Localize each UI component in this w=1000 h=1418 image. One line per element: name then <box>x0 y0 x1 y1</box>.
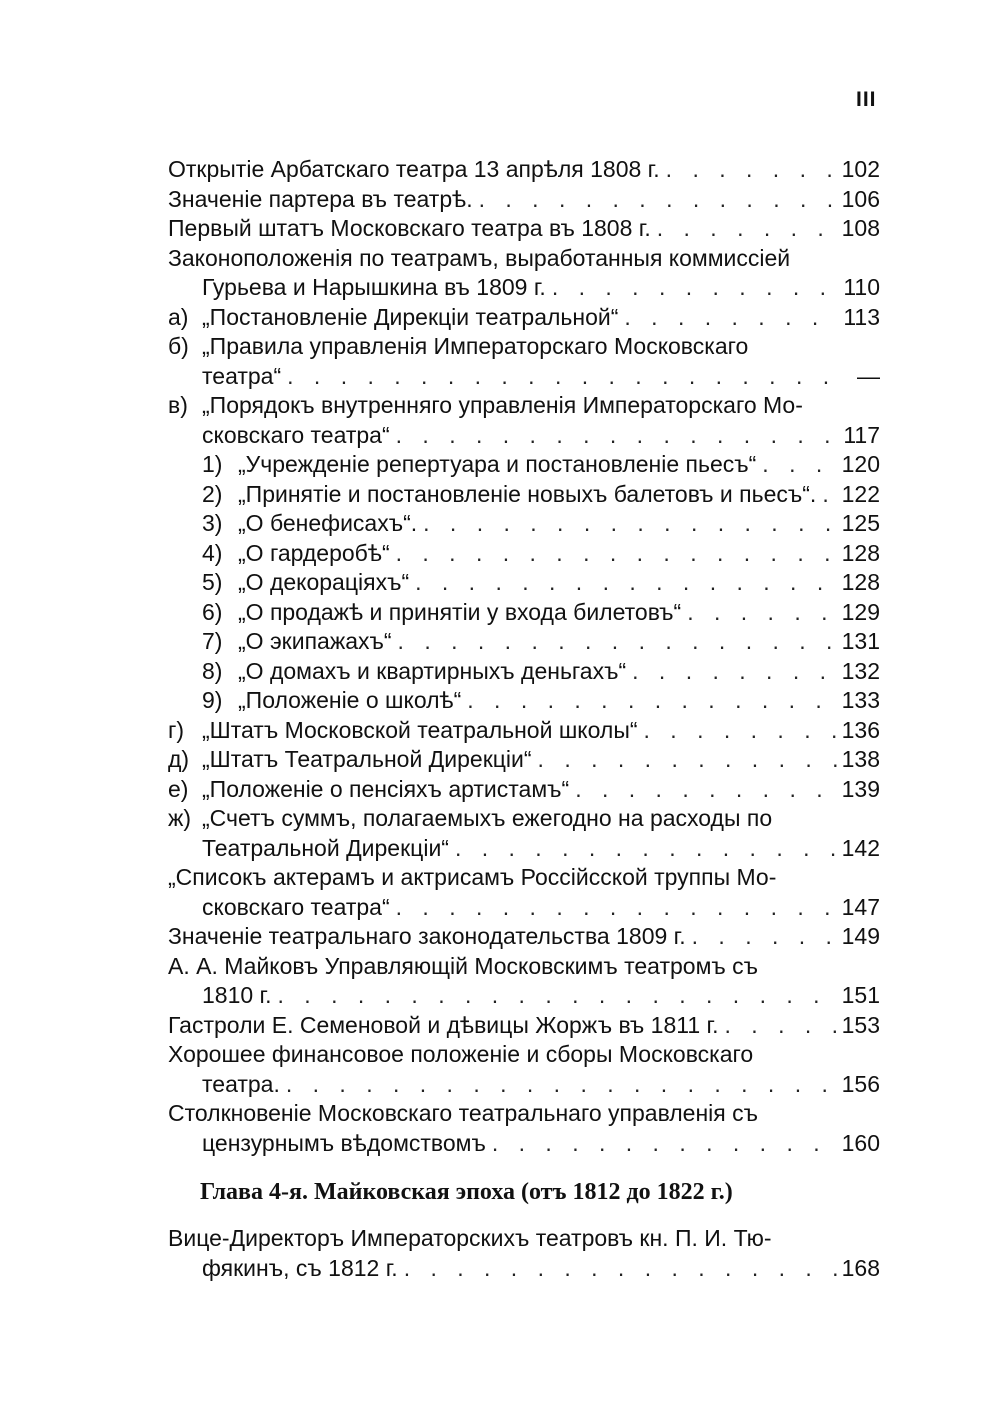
dot-leader <box>287 362 839 392</box>
toc-entry-line2 <box>168 981 880 1011</box>
toc-item-v-line1 <box>168 391 880 421</box>
entry-page: 106 <box>841 185 880 212</box>
toc-subitem <box>168 627 880 657</box>
item-marker: в) <box>168 392 188 418</box>
dot-leader <box>278 981 839 1011</box>
toc-entry-line1 <box>168 952 880 982</box>
entry-page: 102 <box>841 156 880 182</box>
entry-title: „Штатъ Московской театральной школы“ <box>202 716 638 743</box>
entry-page: 120 <box>841 451 880 477</box>
toc-item-g <box>168 716 880 746</box>
entry-page: 136 <box>841 716 880 743</box>
toc-entry <box>168 922 880 952</box>
entry-page: 153 <box>841 1011 880 1038</box>
entry-title: „О продажѣ и принятіи у входа билетовъ“ <box>238 598 682 625</box>
entry-page: 160 <box>841 1129 880 1156</box>
entry-title: „Учрежденіе репертуара и постановленіе пьесъ“ <box>238 451 757 477</box>
subitem-marker: 1) <box>202 451 223 477</box>
toc-item-zh-line2 <box>168 834 880 864</box>
subitem-marker: 3) <box>202 510 223 536</box>
dot-leader <box>396 421 839 451</box>
dot-leader <box>398 627 839 657</box>
entry-page: 142 <box>841 834 880 861</box>
entry-page: 131 <box>841 628 880 654</box>
entry-title-cont: 1810 г. <box>202 982 272 1008</box>
entry-title-cont: театра“ <box>202 362 282 389</box>
entry-title: А. А. Майковъ Управляющій Московскимъ театромъ съ <box>168 952 759 979</box>
toc-entry-line1 <box>168 1040 880 1070</box>
entry-title: „О экипажахъ“ <box>238 628 392 654</box>
dot-leader <box>423 509 838 539</box>
dot-leader <box>762 450 838 480</box>
entry-title: „Порядокъ внутренняго управленія Императорскаго Мо- <box>202 392 803 418</box>
entry-title-cont: Театральной Дирекціи“ <box>202 834 449 861</box>
item-marker: е) <box>168 775 189 802</box>
entry-title: „О декораціяхъ“ <box>238 569 410 595</box>
page-number: III <box>856 88 877 111</box>
entry-title: Вице-Директоръ Императорскихъ театровъ кн. П. И. Тю- <box>168 1225 772 1251</box>
subitem-marker: 5) <box>202 569 223 595</box>
dot-leader <box>492 1129 839 1159</box>
entry-page: 110 <box>843 274 880 300</box>
dot-leader <box>467 686 838 716</box>
entry-page: 132 <box>841 657 880 684</box>
subitem-marker: 9) <box>202 687 223 713</box>
entry-title: „Постановленіе Дирекціи театральной“ <box>202 303 619 330</box>
entry-title: „О гардеробѣ“ <box>238 539 390 566</box>
dot-leader <box>479 185 839 215</box>
table-of-contents <box>168 155 880 1283</box>
entry-page: 168 <box>841 1254 880 1281</box>
item-marker: ж) <box>168 805 192 831</box>
toc-subitem <box>168 686 880 716</box>
toc-entry-line1 <box>168 1099 880 1129</box>
toc-entry-line1 <box>168 244 880 274</box>
toc-item-b-line2 <box>168 362 880 392</box>
dot-leader <box>624 303 839 333</box>
item-marker: а) <box>168 303 189 330</box>
entry-title-cont: сковскаго театра“ <box>202 421 390 448</box>
entry-page: — <box>857 362 880 389</box>
entry-page: 139 <box>841 775 880 802</box>
toc-entry <box>168 214 880 244</box>
entry-page: 125 <box>841 510 880 536</box>
toc-subitem <box>168 598 880 628</box>
toc-subitem <box>168 657 880 687</box>
chapter-heading: Глава 4-я. Майковская эпоха (отъ 1812 до 1822 г.) <box>200 1179 733 1205</box>
toc-entry-line2 <box>168 1254 880 1284</box>
entry-title: Законоположенія по театрамъ, выработанныя коммиссіей <box>168 244 791 271</box>
entry-title: „Списокъ актерамъ и актрисамъ Россійсской труппы Мо- <box>168 864 777 890</box>
entry-title: „О бенефисахъ“. <box>238 510 418 536</box>
dot-leader <box>552 273 839 303</box>
entry-title-cont: цензурнымъ вѣдомствомъ <box>202 1129 486 1156</box>
subitem-marker: 2) <box>202 480 223 507</box>
entry-title: Первый штатъ Московскаго театра въ 1808 г. <box>168 215 651 241</box>
toc-subitem <box>168 450 880 480</box>
toc-entry-line2 <box>168 1070 880 1100</box>
dot-leader <box>538 745 839 775</box>
toc-item-a <box>168 303 880 333</box>
dot-leader <box>687 598 838 628</box>
dot-leader <box>404 1254 839 1284</box>
entry-page: 128 <box>841 569 880 595</box>
entry-page: 122 <box>841 480 880 507</box>
dot-leader <box>455 834 839 864</box>
dot-leader <box>286 1070 839 1100</box>
dot-leader <box>725 1011 839 1041</box>
toc-item-zh-line1 <box>168 804 880 834</box>
item-marker: г) <box>168 716 185 743</box>
entry-page: 113 <box>843 303 880 330</box>
subitem-marker: 6) <box>202 598 223 625</box>
entry-page: 151 <box>841 982 880 1008</box>
subitem-marker: 7) <box>202 628 223 654</box>
entry-page: 138 <box>841 746 880 772</box>
entry-page: 108 <box>841 215 880 241</box>
toc-entry <box>168 185 880 215</box>
entry-title: „Правила управленія Императорскаго Московскаго <box>202 333 749 359</box>
toc-entry <box>168 1011 880 1041</box>
toc-subitem <box>168 509 880 539</box>
entry-page: 117 <box>843 421 880 448</box>
entry-title: Значеніе партера въ театрѣ. <box>168 185 473 212</box>
toc-entry-line2 <box>168 893 880 923</box>
toc-item-b-line1 <box>168 332 880 362</box>
dot-leader <box>575 775 838 805</box>
toc-item-v-line2 <box>168 421 880 451</box>
entry-page: 133 <box>841 687 880 713</box>
entry-title: Гастроли Е. Семеновой и дѣвицы Жоржъ въ 1811 г. <box>168 1011 719 1038</box>
dot-leader <box>396 539 839 569</box>
dot-leader <box>632 657 838 687</box>
toc-item-d <box>168 745 880 775</box>
entry-page: 156 <box>841 1070 880 1097</box>
entry-title: „Положеніе о пенсіяхъ артистамъ“ <box>202 775 570 802</box>
entry-page: 129 <box>841 598 880 625</box>
toc-subitem <box>168 568 880 598</box>
item-marker: д) <box>168 746 190 772</box>
entry-title-cont: театра. <box>202 1070 280 1097</box>
entry-title: Хорошее финансовое положеніе и сборы Московскаго <box>168 1041 754 1067</box>
entry-title-cont: фякинъ, съ 1812 г. <box>202 1254 398 1281</box>
entry-title: Значеніе театральнаго законодательства 1809 г. <box>168 923 686 949</box>
entry-title: Столкновеніе Московскаго театральнаго управленія съ <box>168 1100 759 1126</box>
toc-entry-line2 <box>168 1129 880 1159</box>
dot-leader <box>692 922 839 952</box>
entry-title-cont: Гурьева и Нарышкина въ 1809 г. <box>202 274 546 300</box>
entry-page: 149 <box>841 923 880 949</box>
dot-leader <box>396 893 839 923</box>
dot-leader <box>666 155 839 185</box>
toc-entry-line1 <box>168 863 880 893</box>
entry-title: „О домахъ и квартирныхъ деньгахъ“ <box>238 657 627 684</box>
dot-leader <box>822 480 838 510</box>
toc-subitem <box>168 480 880 510</box>
entry-title: „Положеніе о школѣ“ <box>238 687 462 713</box>
entry-title: „Счетъ суммъ, полагаемыхъ ежегодно на расходы по <box>202 805 773 831</box>
item-marker: б) <box>168 333 189 359</box>
toc-entry-line2 <box>168 273 880 303</box>
entry-title: „Принятіе и постановленіе новыхъ балетовъ и пьесъ“. <box>238 480 817 507</box>
entry-title: Открытіе Арбатскаго театра 13 апрѣля 1808 г. <box>168 156 660 182</box>
toc-entry <box>168 155 880 185</box>
entry-title-cont: сковскаго театра“ <box>202 893 390 920</box>
toc-subitem <box>168 539 880 569</box>
dot-leader <box>644 716 839 746</box>
toc-entry-line1 <box>168 1224 880 1254</box>
toc-item-e <box>168 775 880 805</box>
subitem-marker: 4) <box>202 539 223 566</box>
dot-leader <box>657 214 839 244</box>
entry-title: „Штатъ Театральной Дирекціи“ <box>202 746 532 772</box>
entry-page: 128 <box>841 539 880 566</box>
entry-page: 147 <box>841 893 880 920</box>
dot-leader <box>415 568 839 598</box>
subitem-marker: 8) <box>202 657 223 684</box>
